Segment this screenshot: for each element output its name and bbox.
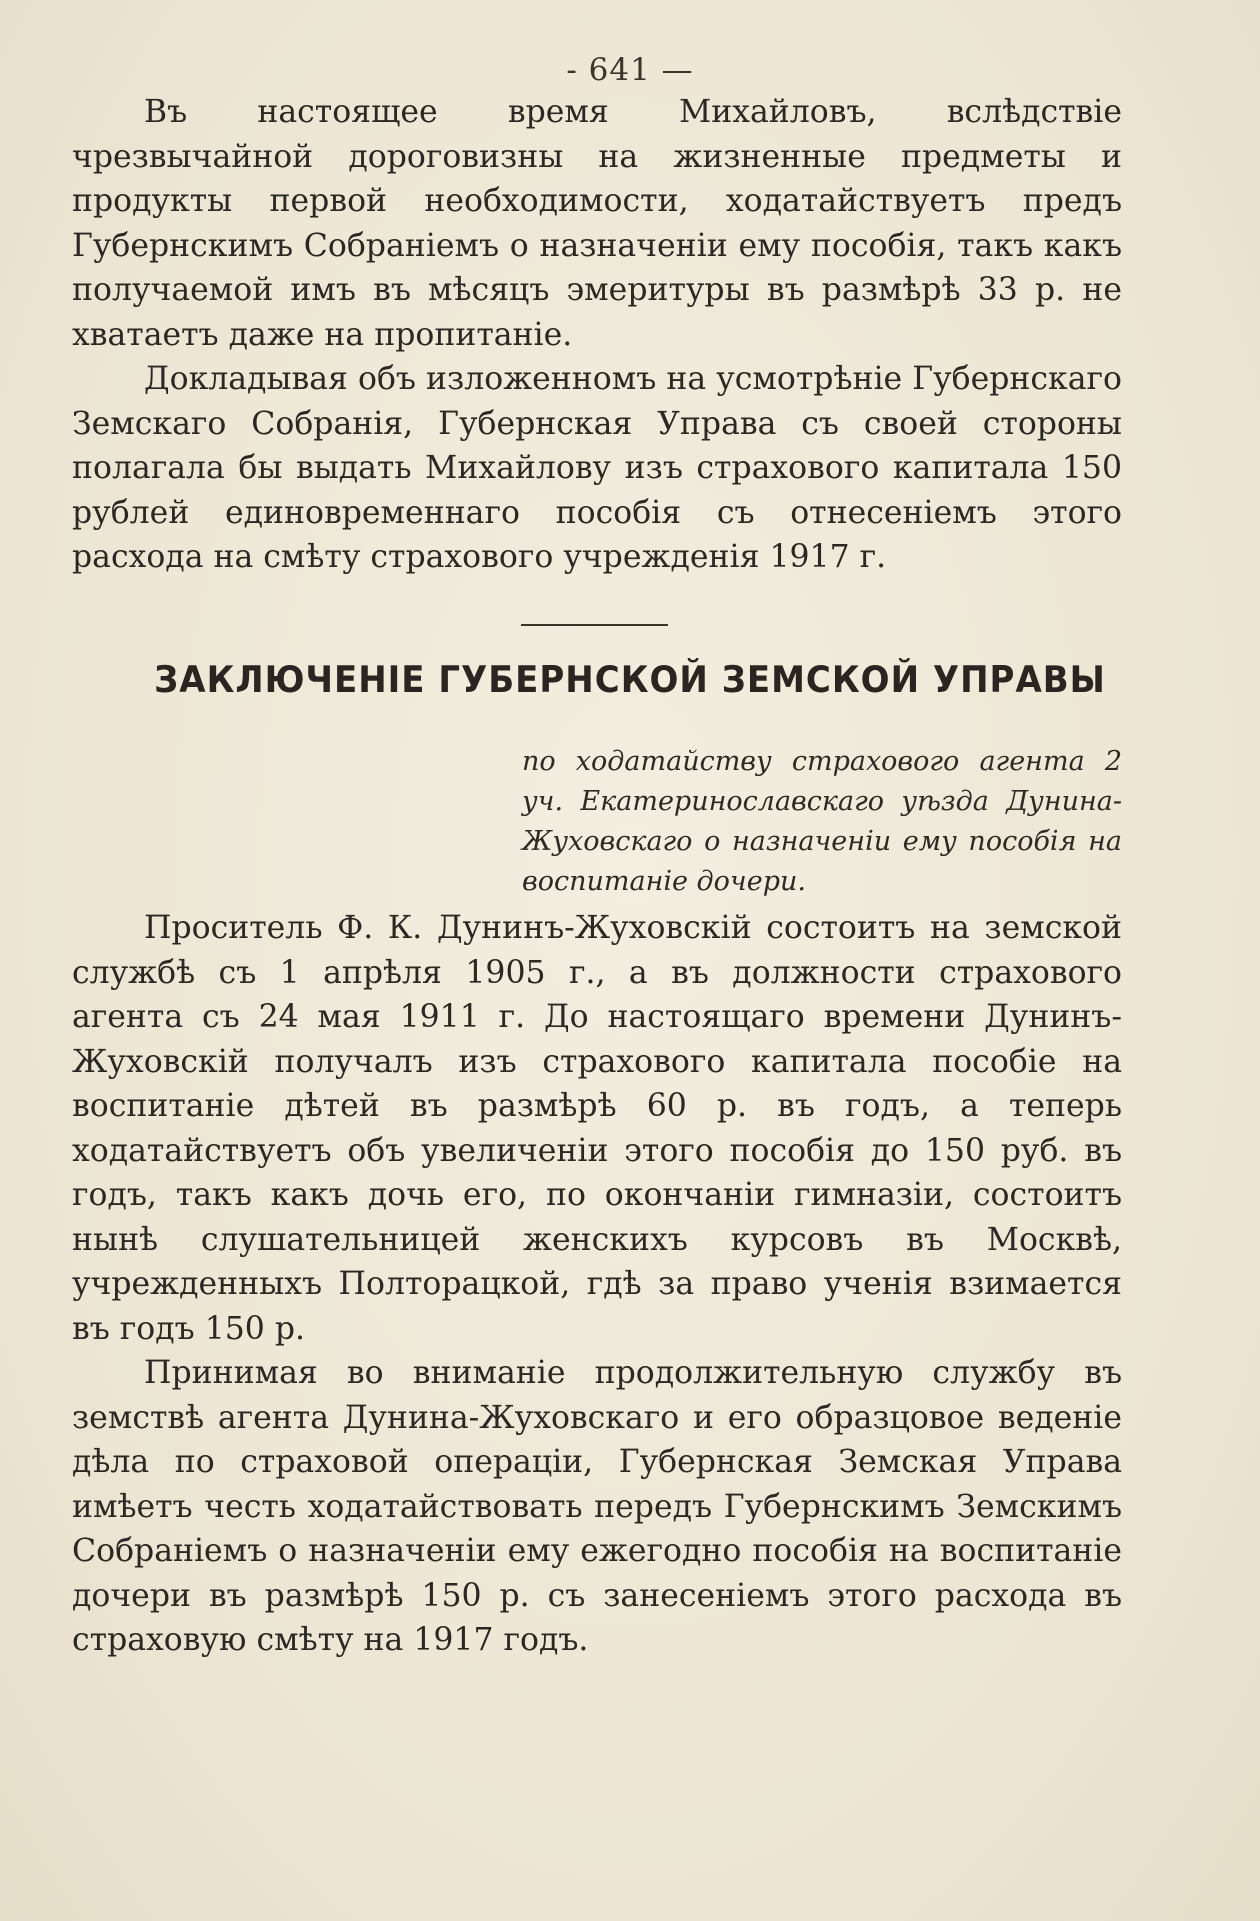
paragraph: Принимая во вниманіе продолжительную службу въ земствѣ агента Дунина-Жуховскаго и его образцовое веденіе дѣла по страховой операціи, Губернская Земская Управа имѣетъ честь ходатайствовать передъ Губернскимъ Земскимъ Собраніемъ о назначеніи ему ежегодно пособія на воспитаніе дочери въ размѣрѣ 150 р. съ занесеніемъ этого расхода въ страховую смѣту на 1917 годъ. <box>72 1355 1122 1658</box>
page-number: - 641 — <box>566 52 694 88</box>
paragraph: Проситель Ф. К. Дунинъ-Жуховскій состоитъ на земской службѣ съ 1 апрѣля 1905 г., а въ должности страхового агента съ 24 мая 1911 г. До настоящаго времени Дунинъ-Жуховскій получалъ изъ страхового капитала пособіе на воспитаніе дѣтей въ размѣрѣ 60 р. въ годъ, а теперь ходатайствуетъ объ увеличеніи этого пособія до 150 руб. въ годъ, такъ какъ дочь его, по окончаніи гимназіи, состоитъ нынѣ слушательницей женскихъ курсовъ въ Москвѣ, учрежденныхъ Полторацкой, гдѣ за право ученія взимается въ годъ 150 р. <box>72 910 1122 1347</box>
section-divider <box>521 624 668 626</box>
section-subtitle: по ходатайству страхового агента 2 уч. Екатеринославскаго уѣзда Дунина-Жуховскаго о назначеніи ему пособія на воспитаніе дочери. <box>522 746 1122 897</box>
section-two-body <box>72 906 1122 1663</box>
paragraph: Въ настоящее время Михайловъ, вслѣдствіе чрезвычайной дороговизны на жизненные предметы и продукты первой необходимости, ходатайствуетъ предъ Губернскимъ Собраніемъ о назначеніи ему пособія, такъ какъ получаемой имъ въ мѣсяцъ эмеритуры въ размѣрѣ 33 р. не хватаетъ даже на пропитаніе. <box>72 94 1122 353</box>
section-one-body <box>72 90 1122 580</box>
paragraph: Докладывая объ изложенномъ на усмотрѣніе Губернскаго Земскаго Собранія, Губернская Управа съ своей стороны полагала бы выдать Михайлову изъ страхового капитала 150 рублей единовременнаго пособія съ отнесеніемъ этого расхода на смѣту страхового учрежденія 1917 г. <box>72 361 1122 575</box>
section-heading: ЗАКЛЮЧЕНІЕ ГУБЕРНСКОЙ ЗЕМСКОЙ УПРАВЫ <box>154 658 1106 702</box>
